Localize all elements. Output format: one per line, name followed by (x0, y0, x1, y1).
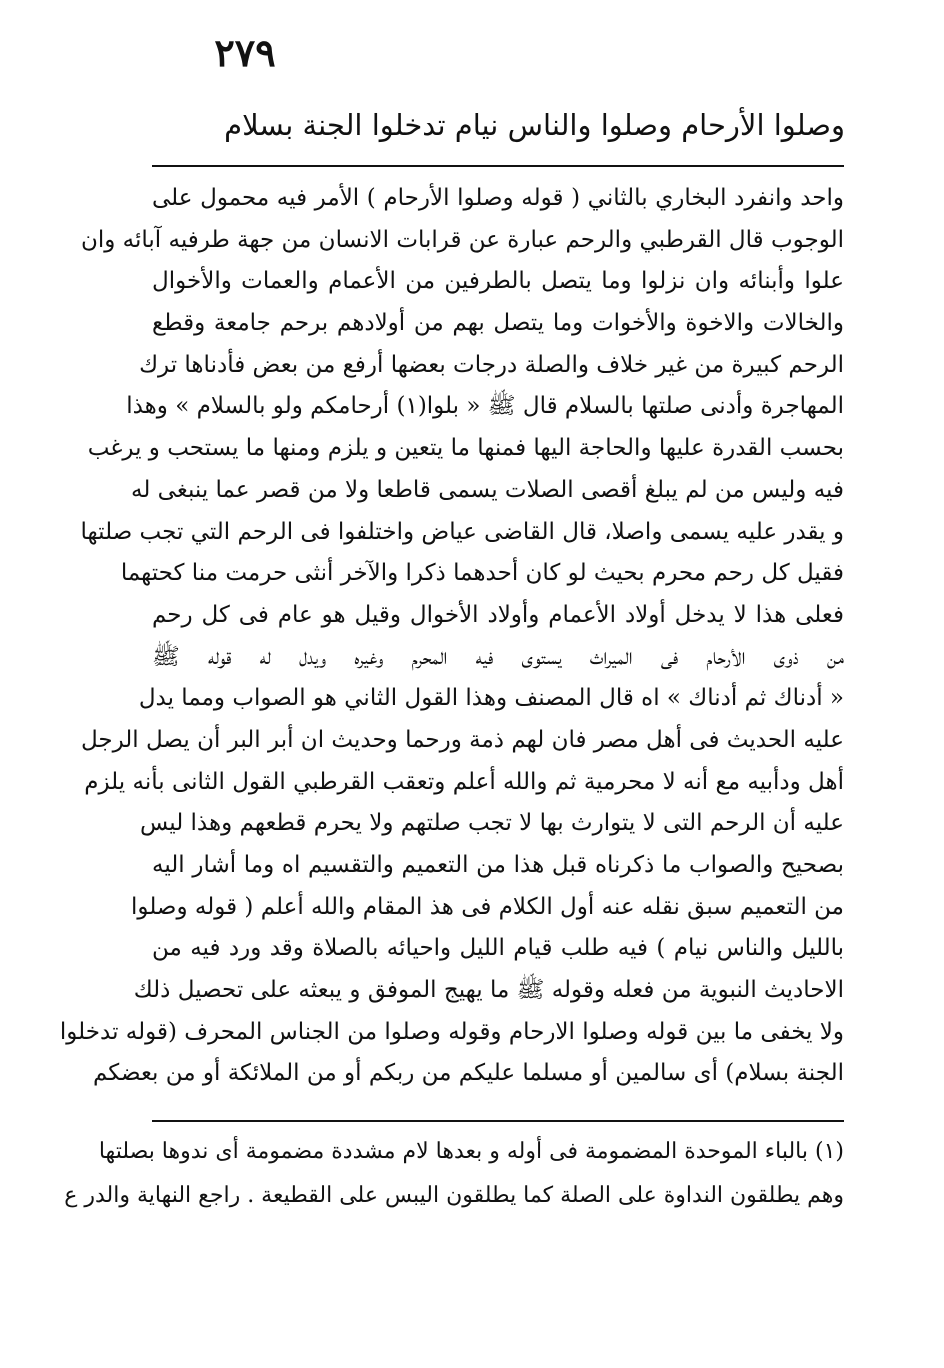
commentary-body (59, 178, 844, 1095)
body-line: بحسب القدرة عليها والحاجة اليها فمنها ما يتعين و يلزم ومنها ما يستحب و يرغب (87, 435, 844, 462)
footnote-line: وهم يطلقون النداوة على الصلة كما يطلقون اليبس على القطيعة . راجع النهاية والدر ع (64, 1183, 844, 1208)
body-line: الرحم كبيرة من غير خلاف والصلة درجات بعضها أرفع من بعض فأدناها ترك (139, 351, 844, 378)
hadith-header: وصلوا الأرحام وصلوا والناس نيام تدخلوا الجنة بسلام (224, 108, 845, 142)
footnote-line: (١) بالباء الموحدة المضمومة فى أوله و بعدها لام مشددة مضمومة أى ندوها بصلتها (98, 1139, 844, 1164)
body-line: من التعميم سبق نقله عنه أول الكلام فى هذ المقام والله أعلم ( قوله وصلوا (131, 893, 844, 920)
body-line: فيه وليس من لم يبلغ أقصى الصلات يسمى قاطعا ولا من قصر عما ينبغى له (131, 476, 844, 503)
body-line: والخالات والاخوة والأخوات وما يتصل بهم من أولادهم برحم جامعة وقطع (152, 310, 844, 337)
body-line: و يقدر عليه يسمى واصلا، قال القاضى عياض واختلفوا فى الرحم التي تجب صلتها (80, 518, 844, 545)
body-line: علوا وأبنائه وان نزلوا وما يتصل بالطرفين من الأعمام والعمات والأخوال (152, 268, 844, 295)
body-line: عليه الحديث فى أهل مصر فان لهم ذمة ورحما وحديث ان أبر البر أن يصل الرجل (80, 726, 844, 753)
body-line: ولا يخفى ما بين قوله وصلوا الارحام وقوله وصلوا من الجناس المحرف (قوله تدخلوا (59, 1018, 844, 1045)
footnote-divider (152, 1120, 844, 1122)
body-line: « أدناك ثم أدناك » اه قال المصنف وهذا القول الثاني هو الصواب ومما يدل (138, 685, 844, 712)
footnotes (64, 1130, 844, 1218)
body-line: الوجوب قال القرطبي والرحم عبارة عن قرابات الانسان من جهة طرفيه آبائه وان (80, 226, 844, 253)
body-line: فقيل كل رحم محرم بحيث لو كان أحدهما ذكرا والآخر أنثى حرمت منا كحتهما (120, 560, 844, 587)
body-line: أهل ودأبيه مع أنه لا محرمية ثم والله أعلم وتعقب القرطبي القول الثانى بأنه يلزم (84, 768, 844, 795)
header-divider (152, 165, 844, 167)
body-line: بصحيح والصواب ما ذكرناه قبل هذا من التعميم والتقسيم اه وما أشار اليه (152, 852, 844, 878)
body-line: المهاجرة وأدنى صلتها بالسلام قال ﷺ « بلوا(١) أرحامكم ولو بالسلام » وهذا (126, 393, 844, 420)
page-number: ٢٧٩ (214, 30, 276, 75)
body-line: عليه أن الرحم التى لا يتوارث بها لا تجب صلتهم ولا يحرم قطعهم وهذا ليس (139, 810, 844, 837)
body-line: الجنة بسلام) أى سالمين أو مسلما عليكم من ربكم أو من الملائكة أو من بعضكم (93, 1060, 844, 1087)
body-line: واحد وانفرد البخاري بالثاني ( قوله وصلوا الأرحام ) الأمر فيه محمول على (152, 185, 844, 211)
body-line: بالليل والناس نيام ) فيه طلب قيام الليل واحيائه بالصلاة وقد ورد فيه من (152, 935, 844, 962)
body-line: من ذوى الأرحام فى الميراث يستوى فيه المحرم وغيره ويدل له قوله ﷺ (152, 643, 844, 670)
body-line: فعلى هذا لا يدخل أولاد الأعمام وأولاد الأخوال وقيل هو عام فى كل رحم (152, 601, 844, 628)
body-line: الاحاديث النبوية من فعله وقوله ﷺ ما يهيج الموفق و يبعثه على تحصيل ذلك (133, 977, 844, 1004)
